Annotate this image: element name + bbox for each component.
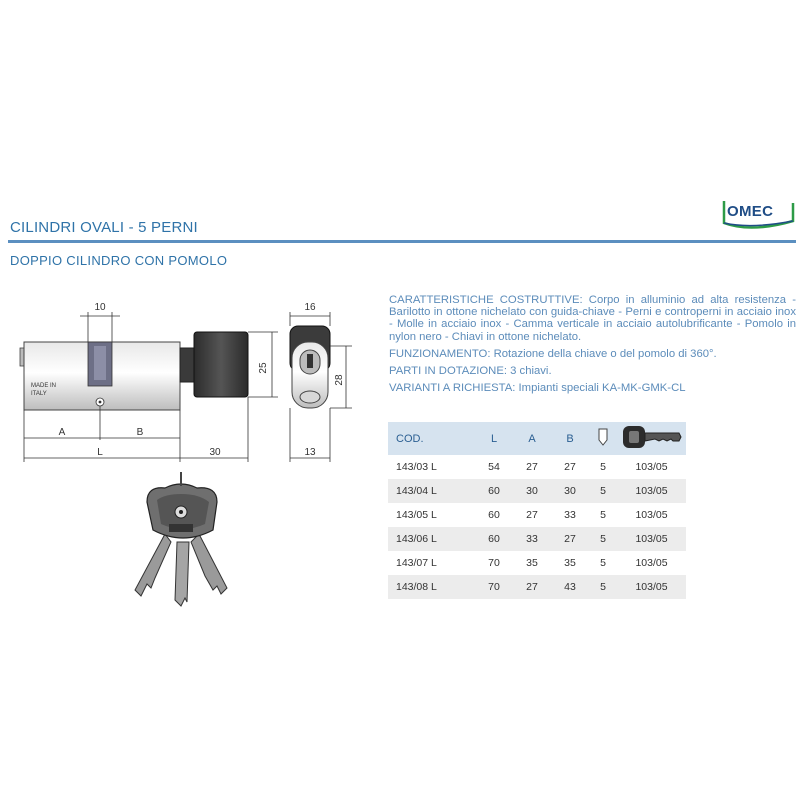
knob <box>180 332 248 397</box>
dim-10-label: 10 <box>94 302 106 313</box>
funzionamento-text: FUNZIONAMENTO: Rotazione della chiave o del pomolo di 360°. <box>389 347 717 360</box>
dim-30-label: 30 <box>209 447 221 458</box>
col-a: A <box>528 432 536 445</box>
title-divider <box>8 240 796 243</box>
page-subtitle: DOPPIO CILINDRO CON POMOLO <box>10 253 228 268</box>
cell-pins: 5 <box>600 557 606 569</box>
cell-l: 60 <box>488 485 500 497</box>
cell-cod: 143/08 L <box>396 581 437 593</box>
side-view <box>290 326 330 408</box>
cell-cod: 143/03 L <box>396 461 437 473</box>
table-row <box>388 575 686 599</box>
cell-a: 27 <box>526 461 538 473</box>
dim-16-label: 16 <box>304 302 316 313</box>
cell-a: 33 <box>526 533 538 545</box>
dim-b-label: B <box>136 427 144 438</box>
cell-l: 60 <box>488 533 500 545</box>
cell-l: 70 <box>488 581 500 593</box>
col-cod: COD. <box>396 432 424 445</box>
keys-illustration <box>125 472 245 612</box>
key-center <box>175 542 189 606</box>
table-row <box>388 527 686 551</box>
cell-b: 27 <box>564 461 576 473</box>
cell-a: 27 <box>526 581 538 593</box>
cell-pins: 5 <box>600 581 606 593</box>
pin-icon <box>598 428 608 446</box>
key-left <box>135 534 171 596</box>
cell-b: 30 <box>564 485 576 497</box>
table-row <box>388 479 686 503</box>
table-row <box>388 551 686 575</box>
col-l: L <box>490 432 498 445</box>
key-heads <box>147 472 217 538</box>
col-b: B <box>566 432 574 445</box>
table-row <box>388 503 686 527</box>
cell-a: 30 <box>526 485 538 497</box>
cell-key: 103/05 <box>635 581 668 593</box>
spec-table <box>388 422 686 599</box>
cell-l: 70 <box>488 557 500 569</box>
cell-l: 54 <box>488 461 500 473</box>
cell-cod: 143/04 L <box>396 485 437 497</box>
cell-cod: 143/05 L <box>396 509 437 521</box>
dotazione-text: PARTI IN DOTAZIONE: 3 chiavi. <box>389 365 552 378</box>
cell-b: 43 <box>564 581 576 593</box>
product-description <box>389 294 796 399</box>
dim-l-label: L <box>97 447 103 458</box>
cell-pins: 5 <box>600 461 606 473</box>
cell-cod: 143/07 L <box>396 557 437 569</box>
cell-b: 33 <box>564 509 576 521</box>
cell-cod: 143/06 L <box>396 533 437 545</box>
cell-b: 27 <box>564 533 576 545</box>
cell-key: 103/05 <box>635 509 668 521</box>
technical-drawing <box>0 290 370 470</box>
brand-logo <box>721 199 797 229</box>
cell-key: 103/05 <box>635 461 668 473</box>
table-header-row <box>388 422 686 455</box>
brand-name: OMEC <box>727 203 774 220</box>
key-icon <box>621 423 683 451</box>
cell-key: 103/05 <box>635 557 668 569</box>
cell-a: 35 <box>526 557 538 569</box>
caratteristiche-text: CARATTERISTICHE COSTRUTTIVE: Corpo in alluminio ad alta resistenza - Barilotto in ottone nichelato con guida-chiave - Perni e controperni in acciaio inox - Molle in acciaio inox - Camma verticale in acciaio autolubrificante - Pomolo in nylon nero - Chiavi in ottone nichelato. <box>389 294 796 343</box>
dim-28-label: 28 <box>334 374 345 386</box>
cell-key: 103/05 <box>635 533 668 545</box>
dim-a-label: A <box>58 427 66 438</box>
varianti-text: VARIANTI A RICHIESTA: Impianti speciali KA-MK-GMK-CL <box>389 382 686 395</box>
cell-key: 103/05 <box>635 485 668 497</box>
cell-a: 27 <box>526 509 538 521</box>
made-in-stamp-2: ITALY <box>31 391 47 397</box>
dim-25-label: 25 <box>258 362 269 374</box>
col-pins <box>589 422 617 455</box>
cell-pins: 5 <box>600 533 606 545</box>
table-row <box>388 455 686 479</box>
col-key <box>617 422 686 455</box>
made-in-stamp-1: MADE IN <box>31 383 57 389</box>
cell-pins: 5 <box>600 485 606 497</box>
cell-pins: 5 <box>600 509 606 521</box>
page-title: CILINDRI OVALI - 5 PERNI <box>10 219 198 236</box>
cell-l: 60 <box>488 509 500 521</box>
cylinder-body <box>20 342 180 410</box>
cell-b: 35 <box>564 557 576 569</box>
key-right <box>191 534 227 594</box>
dim-13-label: 13 <box>304 447 316 458</box>
